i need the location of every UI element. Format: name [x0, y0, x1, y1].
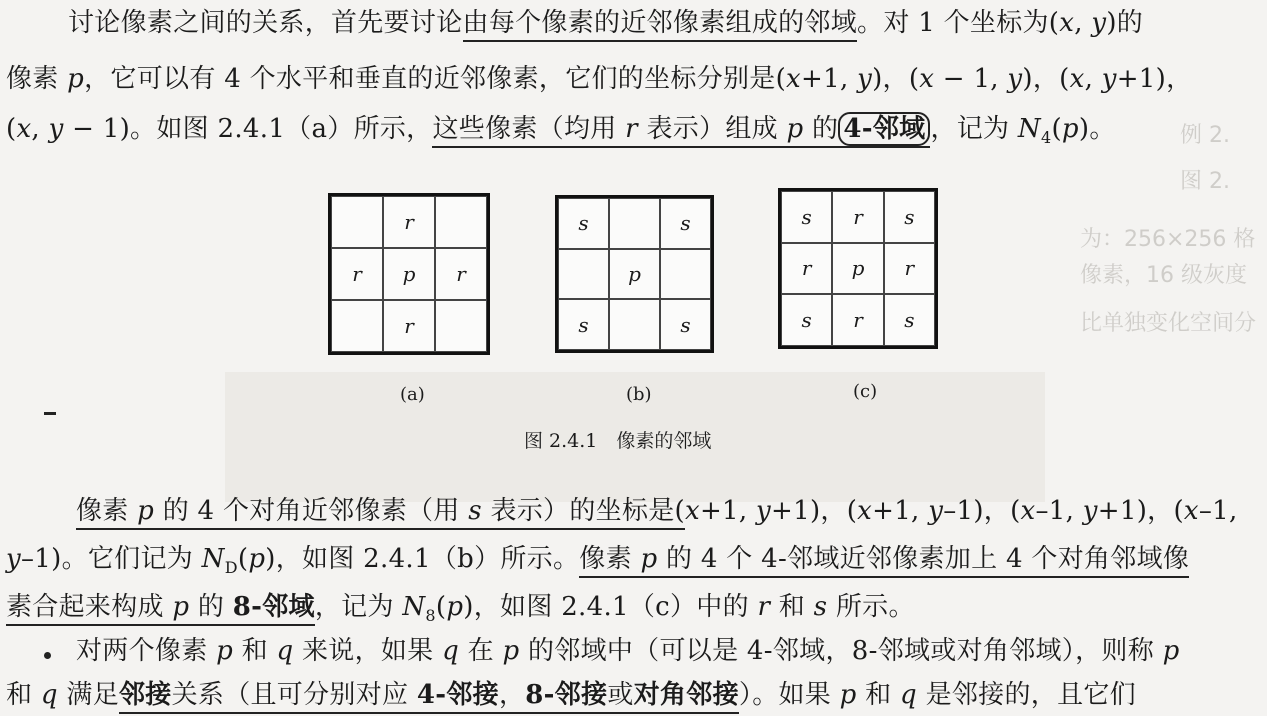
paragraph3-line2: 和 q 满足邻接关系（且可分别对应 4-邻接，8-邻接或对角邻接）。如果 p 和 q 是邻接的，且它们: [6, 682, 1136, 708]
paragraph2-line1: 像素 p 的 4 个对角近邻像素（用 s 表示）的坐标是(x+1, y+1)，(x+1, y–1)，(x–1, y+1)，(x–1,: [76, 498, 1238, 524]
bleed-text: 比单独变化空间分: [1080, 311, 1257, 336]
bleed-text: 为：256×256 格: [1080, 227, 1256, 252]
figure-caption: 图 2.4.1 像素的邻域: [524, 430, 712, 452]
grid-cell: [435, 196, 487, 248]
margin-mark: [44, 412, 56, 415]
paragraph1-line1: 讨论像素之间的关系，首先要讨论由每个像素的近邻像素组成的邻域。对 1 个坐标为(x, y)的: [68, 10, 1143, 36]
grid-cell: r: [884, 243, 935, 295]
grid-cell: [331, 196, 383, 248]
grid-cell: s: [558, 299, 609, 350]
grid-cell: s: [660, 198, 711, 249]
grid-cell: [609, 198, 660, 249]
grid-cell: r: [832, 191, 883, 243]
grid-cell: s: [884, 294, 935, 346]
paragraph1-line2: 像素 p，它可以有 4 个水平和垂直的近邻像素，它们的坐标分别是(x+1, y)，(x − 1, y)，(x, y+1)，: [6, 64, 1193, 94]
figure-grid-a: [328, 193, 490, 355]
grid-cell: s: [781, 294, 832, 346]
paragraph2-line3: 素合起来构成 p 的 8-邻域，记为 $N_8(p)$，如图 2.4.1（c）中的 r 和 s 所示。: [6, 592, 915, 626]
grid-cell: [609, 299, 660, 350]
grid-cell: r: [435, 248, 487, 300]
bleed-text: 图 2.: [1180, 169, 1230, 194]
figure-label-c: (c): [853, 381, 878, 402]
grid-cell: p: [832, 243, 883, 295]
grid-cell: r: [383, 300, 435, 352]
grid-cell: r: [781, 243, 832, 295]
figure-grid-b: [555, 195, 714, 353]
grid-cell: p: [609, 249, 660, 300]
figure-label-b: (b): [626, 384, 652, 405]
grid-cell: s: [558, 198, 609, 249]
paragraph3-line1: 对两个像素 p 和 q 来说，如果 q 在 p 的邻域中（可以是 4-邻域，8-邻域或对角邻域），则称 p: [76, 636, 1180, 666]
bullet-mark: [44, 652, 51, 659]
paragraph2-line2: y–1)。它们记为 $N_D(p)$，如图 2.4.1（b）所示。像素 p 的 4 个 4-邻域近邻像素加上 4 个对角邻域像: [6, 544, 1190, 578]
bleed-text: 像素，16 级灰度: [1080, 263, 1247, 288]
grid-cell: [435, 300, 487, 352]
grid-cell: r: [331, 248, 383, 300]
bleed-text: 例 2.: [1180, 123, 1230, 148]
grid-cell: [331, 300, 383, 352]
figure-grid-c: [778, 188, 938, 349]
grid-cell: p: [383, 248, 435, 300]
grid-cell: [558, 249, 609, 300]
grid-cell: [660, 249, 711, 300]
grid-cell: r: [832, 294, 883, 346]
paragraph1-line3: (x, y − 1)。如图 2.4.1（a）所示，这些像素（均用 r 表示）组成 p 的 4-邻域 ，记为 $N_4(p)$。: [6, 114, 1116, 148]
grid-cell: s: [781, 191, 832, 243]
grid-cell: s: [660, 299, 711, 350]
figure-label-a: (a): [400, 384, 425, 405]
grid-cell: r: [383, 196, 435, 248]
grid-cell: s: [884, 191, 935, 243]
